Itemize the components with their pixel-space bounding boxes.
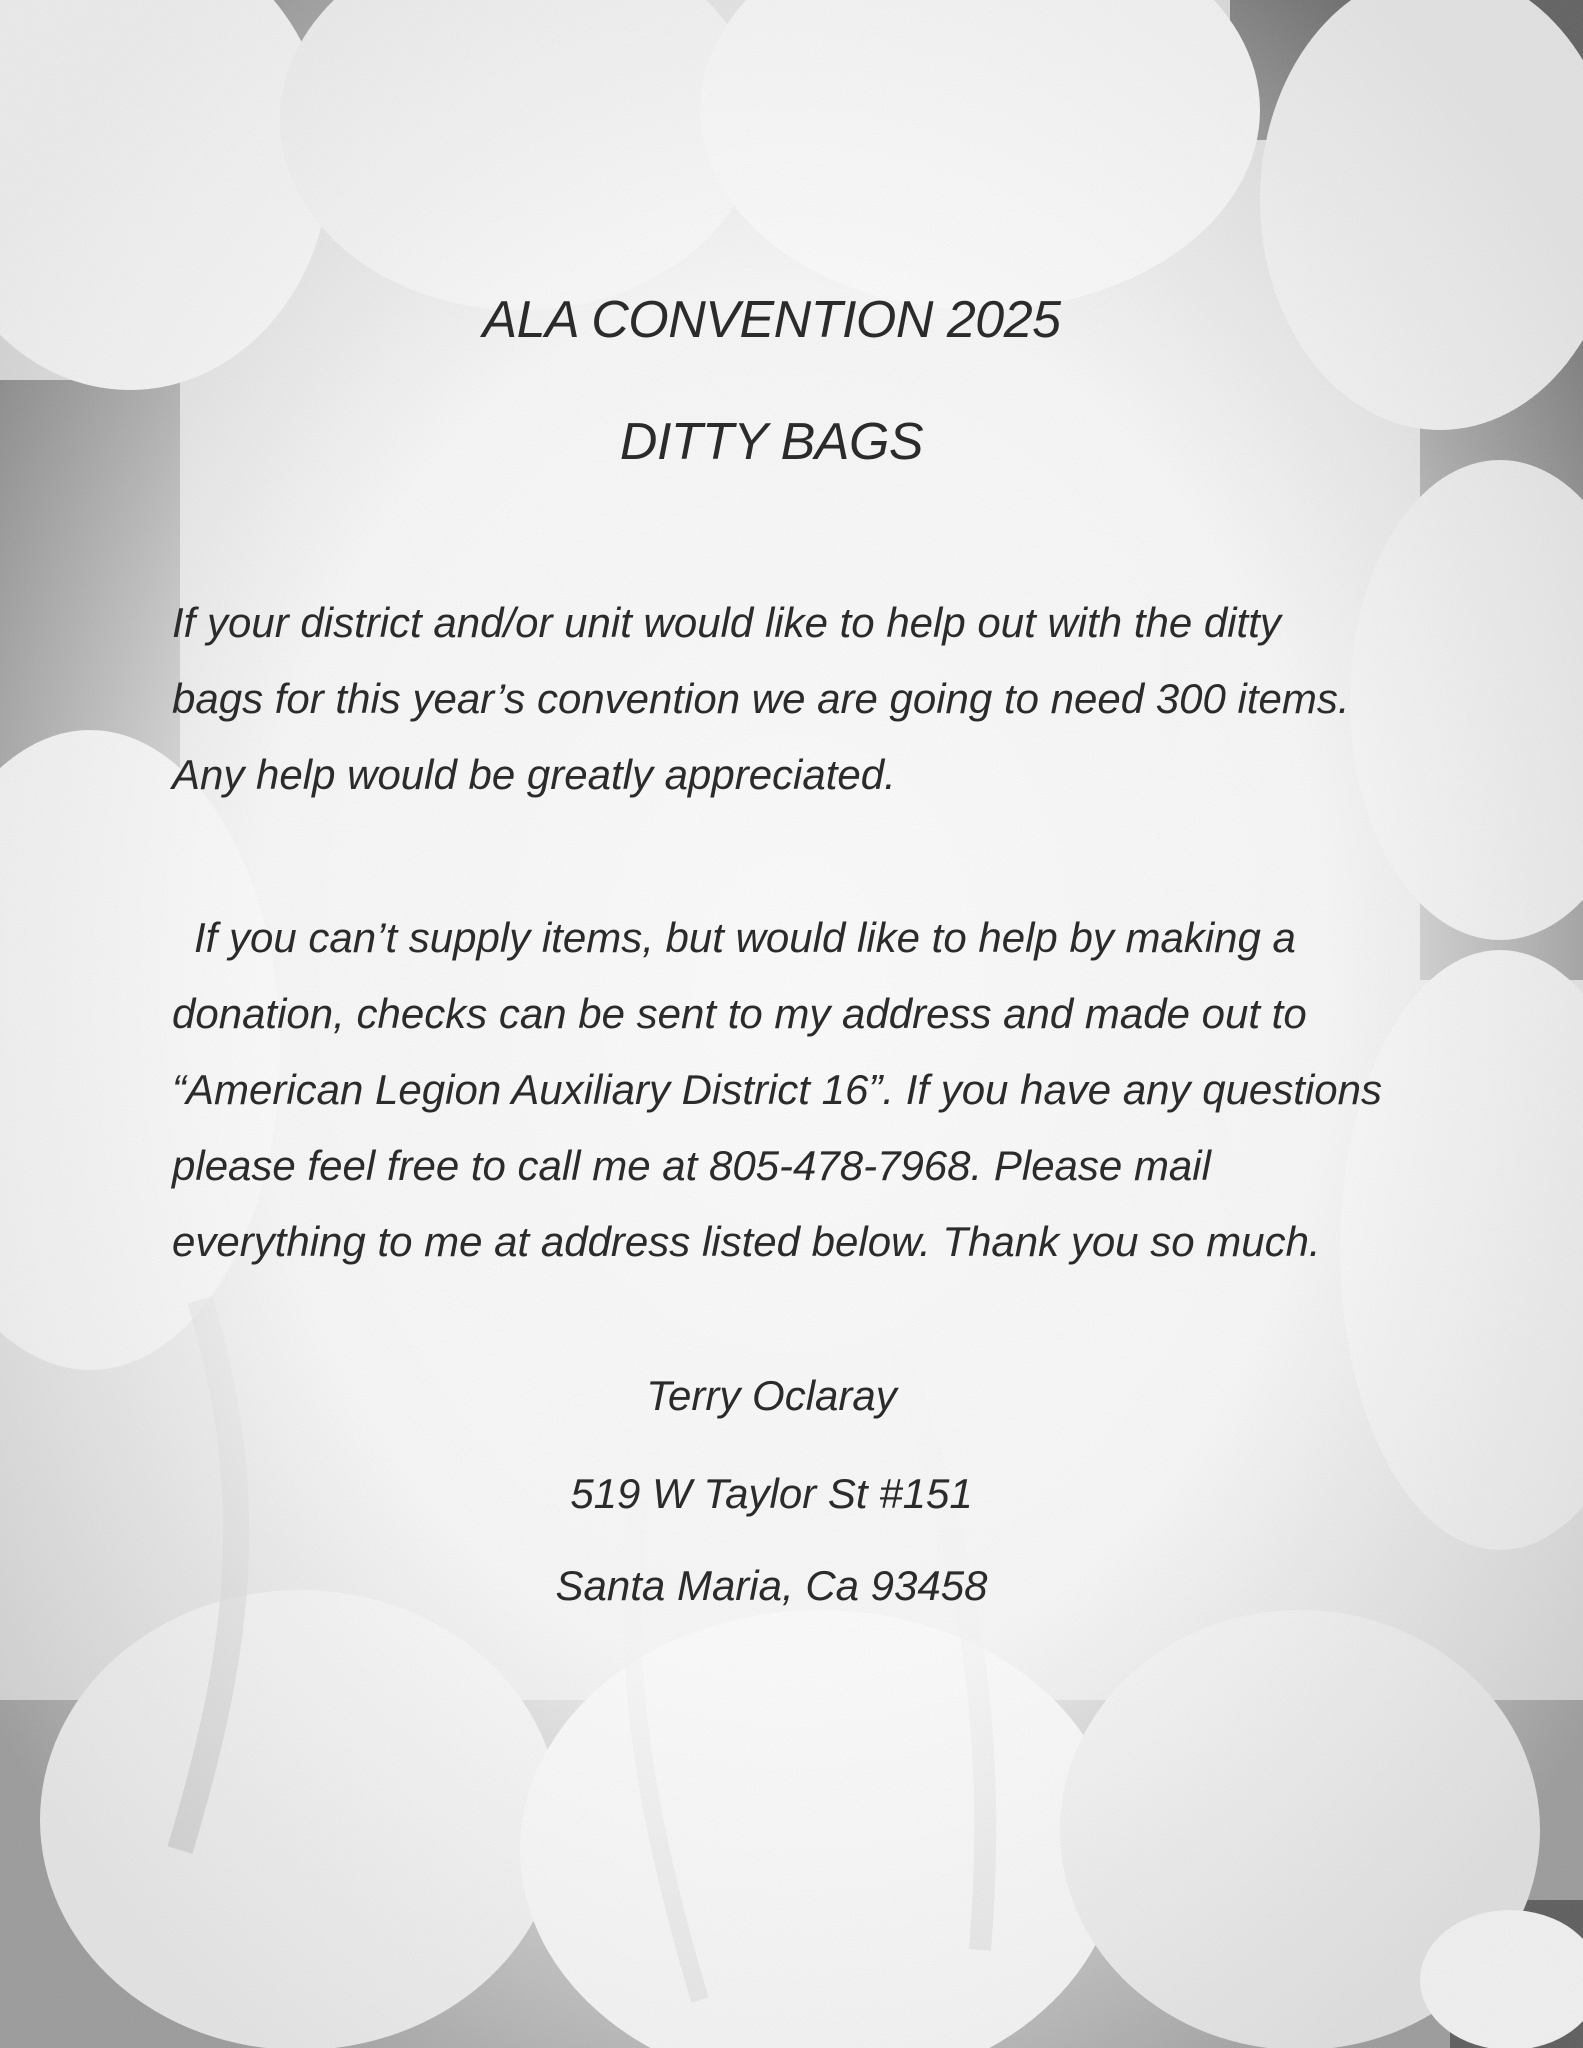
signature-name: Terry Oclaray	[646, 1372, 897, 1419]
signature-street: 519 W Taylor St #151	[570, 1470, 973, 1517]
flyer-subtitle: DITTY BAGS	[619, 413, 924, 471]
donation-paragraph: If you can’t supply items, but would like to help by making a donation, checks can be sent to my address and made out to “American Legion Auxiliary District 16”. If you have any questions please feel free to call me at 805-478-7968. Please mail everything to me at address listed below. Thank you so much.	[172, 914, 1383, 1265]
signature-city-state-zip: Santa Maria, Ca 93458	[555, 1562, 988, 1609]
request-paragraph: If your district and/or unit would like to help out with the ditty bags for this year’s convention we are going to need 300 items. Any help would be greatly appreciated.	[172, 599, 1350, 798]
flyer-title: ALA CONVENTION 2025	[482, 291, 1061, 349]
